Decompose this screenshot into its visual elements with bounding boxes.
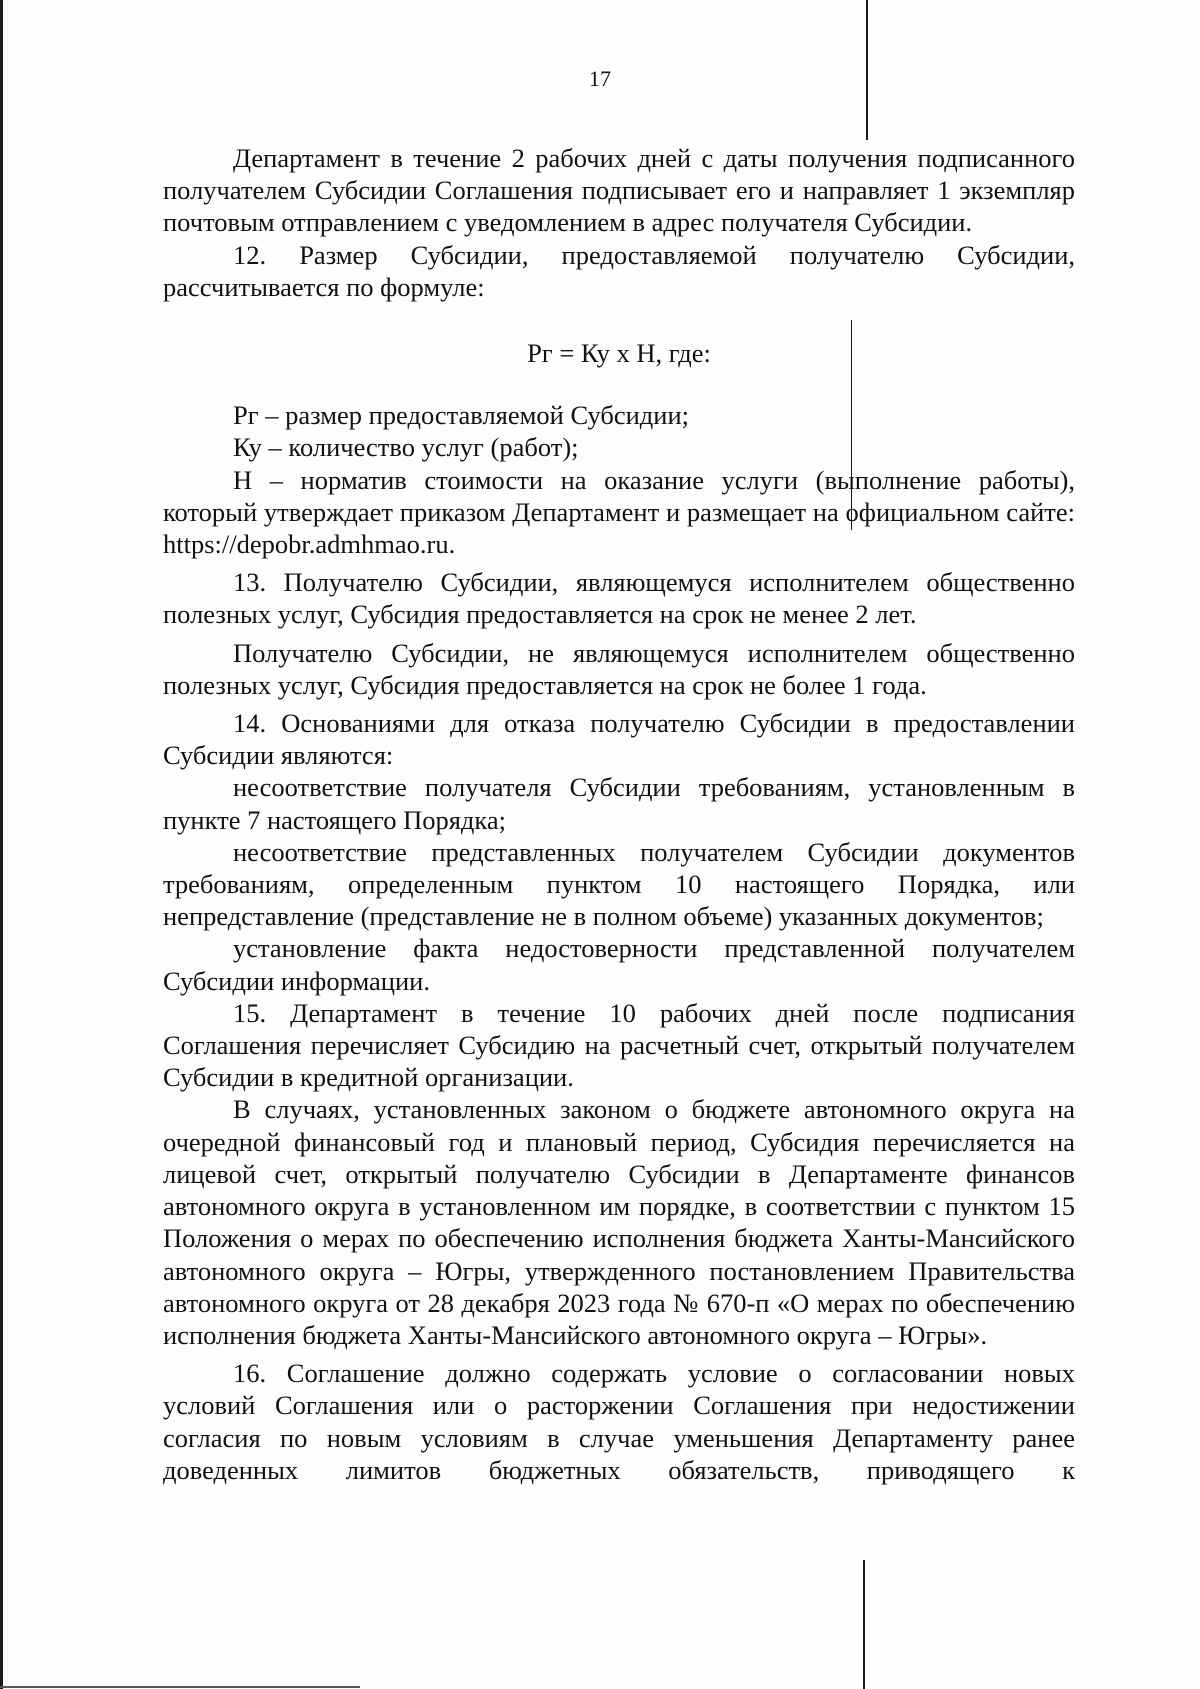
paragraph: 15. Департамент в течение 10 рабочих дней после подписания Соглашения перечисляет Субсидию на расчетный счет, открытый получателем Субсидии в кредитной организации. <box>163 997 1075 1093</box>
paragraph: 13. Получателю Субсидии, являющемуся исполнителем общественно полезных услуг, Субсидия предоставляется на срок не менее 2 лет. <box>163 567 1075 630</box>
definition-item: Рг – размер предоставляемой Субсидии; <box>233 400 689 431</box>
scan-left-border <box>0 0 3 1689</box>
document-body <box>163 142 1075 1486</box>
formula: Рг = Ку х Н, где: <box>527 338 711 369</box>
scan-bottom-line <box>0 1686 360 1688</box>
paragraph: 16. Соглашение должно содержать условие о согласовании новых условий Соглашения или о расторжении Соглашения при недостижении согласия по новым условиям в случае уменьшения Департаменту ранее доведенных лимитов бюджетных обязательств, приводящего к <box>163 1358 1075 1485</box>
definition-item: Н – норматив стоимости на оказание услуги (выполнение работы), который утверждает приказом Департамент и размещает на официальном сайте: https://depobr.admhmao.ru. <box>163 464 1075 560</box>
definition-item: Ку – количество услуг (работ); <box>233 432 579 463</box>
page-number: 17 <box>589 66 611 91</box>
scan-right-line <box>863 1560 865 1689</box>
list-item: установление факта недостоверности представленной получателем Субсидии информации. <box>163 933 1075 996</box>
paragraph: Получателю Субсидии, не являющемуся исполнителем общественно полезных услуг, Субсидия предоставляется на срок не более 1 года. <box>163 637 1075 700</box>
paragraph: Департамент в течение 2 рабочих дней с даты получения подписанного получателем Субсидии Соглашения подписывает его и направляет 1 экземпляр почтовым отправлением с уведомлением в адрес получателя Субсидии. <box>163 143 1075 238</box>
paragraph: 12. Размер Субсидии, предоставляемой получателю Субсидии, рассчитывается по формуле: <box>163 239 1075 302</box>
paragraph: В случаях, установленных законом о бюджете автономного округа на очередной финансовый год и плановый период, Субсидия перечисляется на лицевой счет, открытый получателю Субсидии в Департаменте финансов автономного округа в установленном им порядке, в соответствии с пунктом 15 Положения о мерах по обеспечению исполнения бюджета Ханты-Мансийского автономного округа – Югры, утвержденного постановлением Правительства автономного округа от 28 декабря 2023 года № 670-п «О мерах по обеспечению исполнения бюджета Ханты-Мансийского автономного округа – Югры». <box>163 1094 1075 1350</box>
list-item: несоответствие получателя Субсидии требованиям, установленным в пункте 7 настоящего Порядка; <box>163 772 1075 835</box>
paragraph: 14. Основаниями для отказа получателю Субсидии в предоставлении Субсидии являются: <box>163 708 1075 771</box>
list-item: несоответствие представленных получателем Субсидии документов требованиям, определенным пунктом 10 настоящего Порядка, или непредставление (представление не в полном объеме) указанных документов; <box>163 836 1075 932</box>
